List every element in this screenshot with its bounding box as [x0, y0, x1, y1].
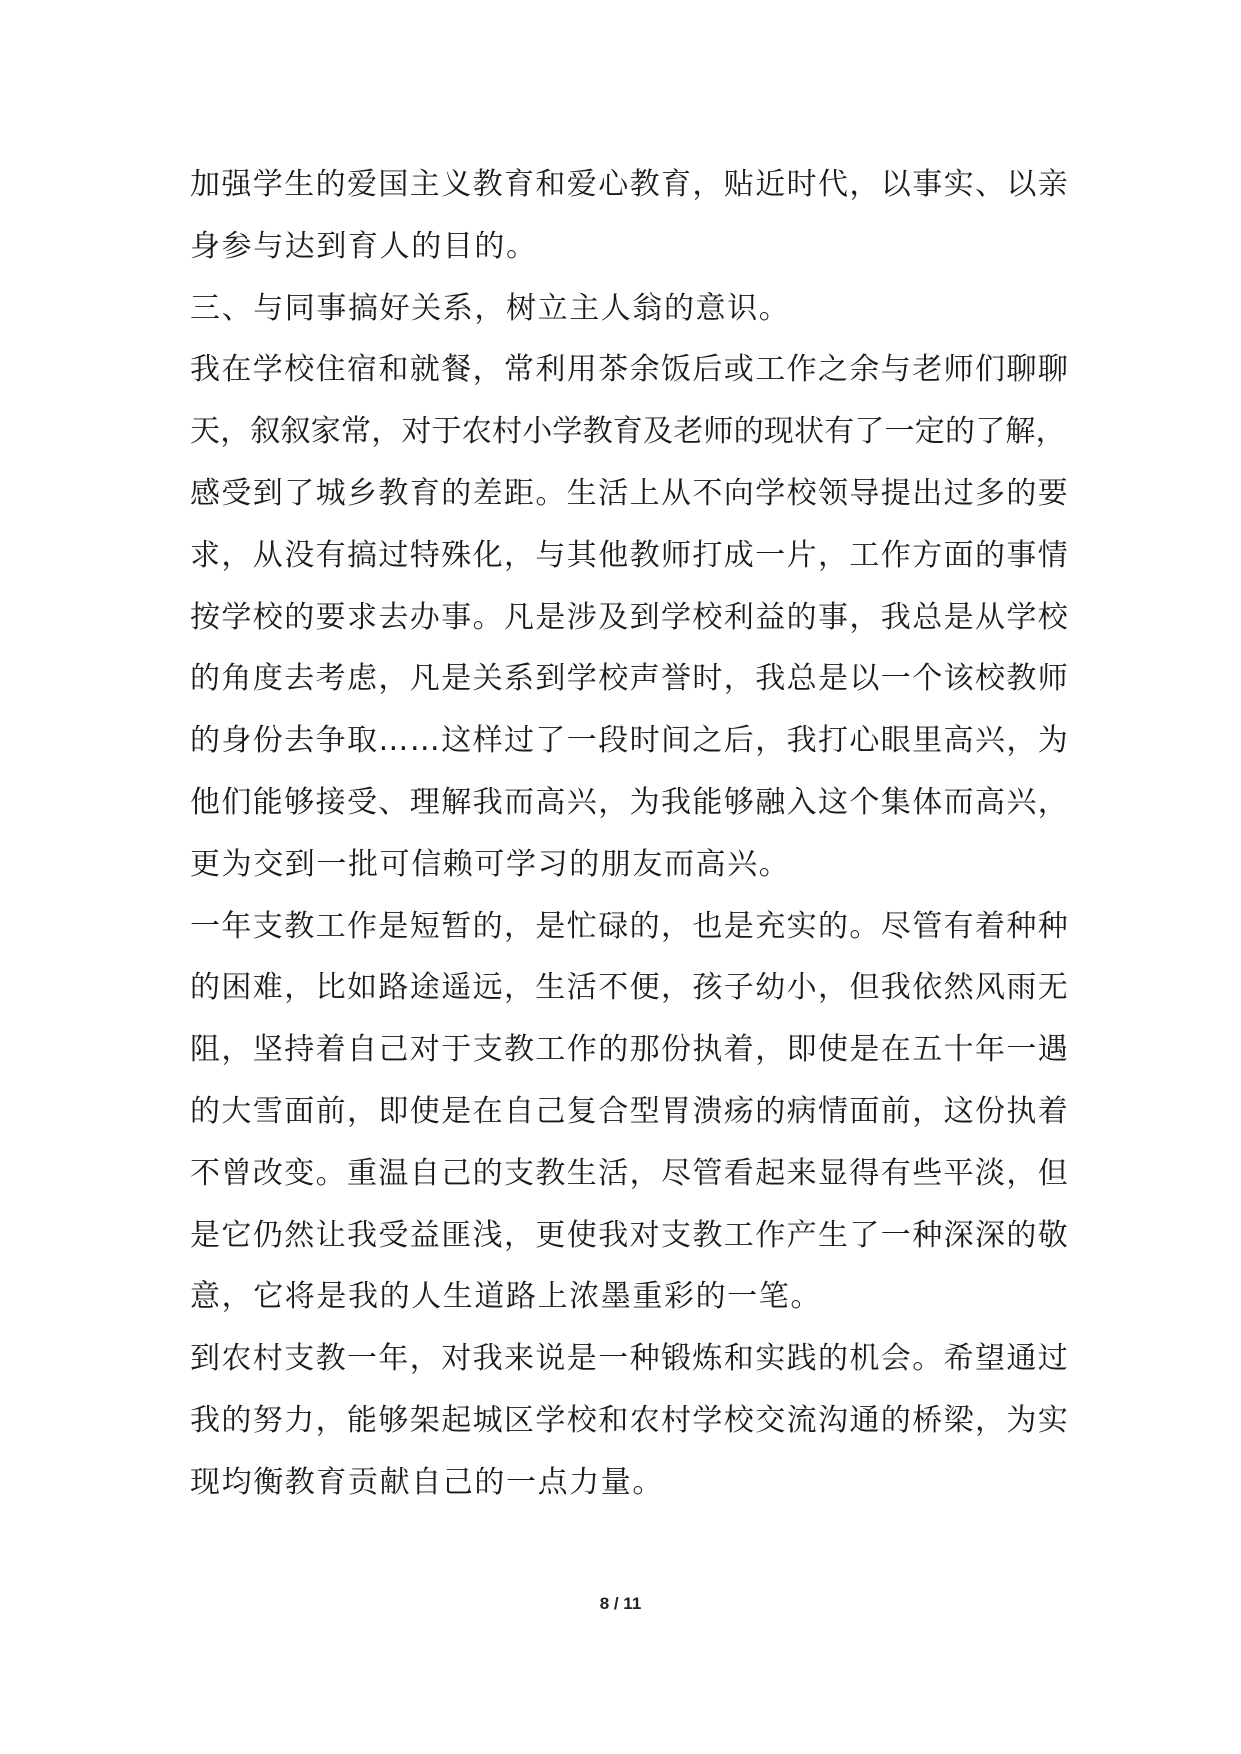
text-line: 不曾改变。重温自己的支教生活，尽管看起来显得有些平淡，但 [190, 1155, 1070, 1191]
text-line: 阻，坚持着自己对于支教工作的那份执着，即使是在五十年一遇 [190, 1032, 1070, 1068]
text-line: 我的努力，能够架起城区学校和农村学校交流沟通的桥梁，为实 [190, 1402, 1070, 1438]
text-line: 按学校的要求去办事。凡是涉及到学校利益的事，我总是从学校 [190, 599, 1070, 635]
text-line: 的困难，比如路途遥远，生活不便，孩子幼小，但我依然风雨无 [190, 970, 1070, 1006]
text-line: 的角度去考虑，凡是关系到学校声誉时，我总是以一个该校教师 [190, 661, 1070, 697]
text-line: 加强学生的爱国主义教育和爱心教育，贴近时代，以事实、以亲 [190, 167, 1070, 202]
text-line: 的身份去争取……这样过了一段时间之后，我打心眼里高兴，为 [190, 723, 1070, 759]
text-line: 我在学校住宿和就餐，常利用茶余饭后或工作之余与老师们聊聊 [190, 352, 1070, 388]
text-line: 求，从没有搞过特殊化，与其他教师打成一片，工作方面的事情 [190, 537, 1070, 573]
text-line: 到农村支教一年，对我来说是一种锻炼和实践的机会。希望通过 [190, 1341, 1070, 1377]
text-line: 更为交到一批可信赖可学习的朋友而高兴。 [190, 846, 791, 882]
text-line: 身参与达到育人的目的。 [190, 228, 538, 264]
text-line: 的大雪面前，即使是在自己复合型胃溃疡的病情面前，这份执着 [190, 1093, 1070, 1129]
text-line: 感受到了城乡教育的差距。生活上从不向学校领导提出过多的要 [190, 475, 1070, 511]
text-line: 一年支教工作是短暂的，是忙碌的，也是充实的。尽管有着种种 [190, 908, 1070, 944]
text-line: 三、与同事搞好关系，树立主人翁的意识。 [190, 290, 791, 326]
text-line: 他们能够接受、理解我而高兴，为我能够融入这个集体而高兴， [190, 784, 1070, 820]
text-line: 是它仍然让我受益匪浅，更使我对支教工作产生了一种深深的敬 [190, 1217, 1070, 1253]
text-line: 现均衡教育贡献自己的一点力量。 [190, 1464, 664, 1500]
page-number: 8 / 11 [599, 1594, 642, 1613]
text-line: 天，叙叙家常，对于农村小学教育及老师的现状有了一定的了解， [190, 414, 1066, 450]
body-text [190, 154, 1070, 1514]
text-line: 意，它将是我的人生道路上浓墨重彩的一笔。 [190, 1279, 822, 1315]
